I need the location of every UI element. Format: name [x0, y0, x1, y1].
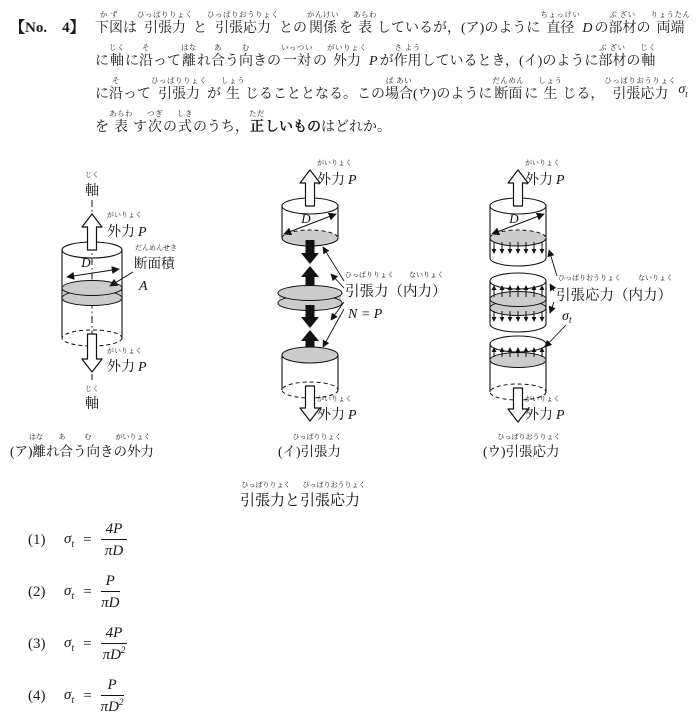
text-segment: ひっぱりりょく 引張力 [137, 10, 193, 36]
option-4 [28, 677, 124, 717]
text-segment: しき 式 [177, 109, 193, 135]
text-segment: じる， [562, 87, 605, 102]
external-force-arrow-up [82, 214, 102, 250]
text-segment: れ [197, 54, 211, 69]
svg-text:(ウ)引張応力: (ウ)引張応力 [483, 444, 560, 459]
text-segment: の [636, 21, 651, 36]
option-3 [28, 625, 127, 665]
diameter-label: D [81, 255, 91, 270]
svg-text:ひっぱりりょく: ひっぱりりょく [292, 433, 342, 441]
fraction-denominator: $\pi D^2$ [100, 697, 124, 716]
text-segment: かんけい 関係 [307, 10, 339, 36]
force-label-top: 外力 P [107, 225, 147, 240]
diameter-arrow [67, 269, 119, 277]
internal-force-furigana: ないりょく [409, 271, 444, 279]
text-segment: そ 沿 [139, 43, 153, 69]
force-furigana-bottom: がいりょく [317, 395, 352, 403]
text-segment: (ウ)のように [413, 87, 493, 102]
text-segment: しょう 生 [538, 76, 563, 102]
svg-text:引張力と引張応力: 引張力と引張応力 [240, 493, 361, 509]
equals-sign: = [83, 532, 92, 549]
label-pointer-arrow [545, 325, 566, 347]
svg-text:ひっぱりおうりょく: ひっぱりおうりょく [302, 481, 366, 489]
text-segment: う [225, 54, 239, 69]
problem-statement [10, 5, 695, 137]
problem-text [95, 5, 695, 137]
option-number: (4) [28, 688, 46, 705]
stress-furigana: ひっぱりおうりょく [558, 274, 621, 282]
axis-furigana: じく [85, 385, 99, 393]
text-segment: じく 軸 [640, 43, 657, 69]
svg-text:む: む [84, 433, 92, 441]
text-segment: ちょっけい 直径 [540, 10, 581, 36]
figure-a-caption [10, 433, 154, 459]
label-pointer-arrow [331, 274, 344, 288]
fraction-numerator: 4P [101, 521, 128, 540]
text-segment: を [95, 120, 109, 135]
text-segment: ぶ ざい 部材 [608, 10, 637, 36]
text-segment: って [123, 87, 151, 102]
equals-sign: = [83, 636, 92, 653]
force-furigana-top: がいりょく [317, 159, 352, 167]
area-furigana: だんめんせき [135, 244, 177, 252]
force-label-top: 外力 P [525, 173, 565, 188]
force-label-top: 外力 P [317, 173, 357, 188]
text-segment: の [163, 120, 177, 135]
svg-text:ひっぱりおうりょく: ひっぱりおうりょく [497, 433, 561, 441]
fraction [101, 677, 124, 717]
area-label: 断面積 [134, 256, 175, 271]
text-segment: はな 離 [181, 43, 197, 69]
svg-text:はな: はな [29, 433, 43, 441]
text-segment: そ 沿 [109, 76, 123, 102]
text-segment: しているとき，(イ)のように [421, 54, 599, 69]
text-segment: あらわ 表 [109, 109, 133, 135]
sigma-t-symbol: $\sigma_t$ [64, 531, 75, 551]
option-number: (2) [28, 584, 46, 601]
equilibrium-equation: N = P [348, 307, 383, 322]
svg-text:がいりょく: がいりょく [115, 433, 151, 441]
text-segment: ぶ ざい 部材 [598, 43, 627, 69]
diameter-label: D [301, 211, 311, 226]
force-label-bottom: 外力 P [525, 408, 565, 423]
problem-text-line [95, 38, 695, 71]
text-segment: しいもの [265, 120, 321, 135]
text-segment: あ 合 [211, 43, 225, 69]
fraction [101, 573, 120, 613]
option-number: (1) [28, 532, 46, 549]
text-segment: しているが，(ア)のように [377, 21, 541, 36]
figure-c-tensile-stress [483, 159, 673, 459]
text-segment: ただ 正 [249, 109, 265, 135]
text-segment: じることとなる。この [245, 87, 385, 102]
svg-text:(ア)離れ合う向きの外力: (ア)離れ合う向きの外力 [10, 444, 154, 459]
option-number: (3) [28, 636, 46, 653]
sigma-t-symbol: $\sigma_t$ [64, 687, 75, 707]
text-segment: に [95, 54, 109, 69]
text-segment: がいりょく 外力 [327, 43, 367, 69]
figure-main-caption [240, 481, 366, 509]
figure-c-caption [483, 433, 561, 459]
text-segment: の [594, 21, 609, 36]
text-segment: と [193, 21, 207, 36]
option-2 [28, 573, 120, 613]
text-segment: との [279, 21, 307, 36]
text-segment: す [133, 120, 147, 135]
figure-a-external-forces [10, 171, 177, 459]
internal-force-furigana: ひっぱりりょく [345, 271, 394, 279]
label-pointer-arrow [323, 309, 344, 347]
label-pointer-arrow [549, 250, 557, 276]
area-symbol: A [139, 279, 148, 294]
equals-sign: = [83, 688, 92, 705]
text-segment: しょう 生 [221, 76, 245, 102]
text-segment: に [95, 87, 109, 102]
figures-illustration [0, 150, 700, 520]
equals-sign: = [83, 584, 92, 601]
text-segment: ば あい 場合 [385, 76, 413, 102]
fraction [101, 521, 128, 561]
text-segment: が [207, 87, 221, 102]
option-1 [28, 521, 127, 561]
text-segment: に [125, 54, 139, 69]
text-segment: じく 軸 [109, 43, 125, 69]
text-segment: だんめん 断面 [492, 76, 525, 102]
text-segment: はどれか。 [321, 120, 391, 135]
text-segment: ひっぱりおうりょく 引張応力 [604, 76, 677, 102]
svg-text:あ: あ [58, 433, 66, 441]
fraction-numerator: 4P [101, 625, 128, 644]
stress-label: 引張応力（内力） [556, 288, 672, 304]
label-pointer-arrow [323, 247, 344, 281]
question-number: 【No. 4】 [10, 20, 85, 36]
sigma-t-symbol: $\sigma_t$ [64, 635, 75, 655]
diameter-label: D [509, 211, 519, 226]
sigma-t-symbol: $\sigma_t$ [64, 583, 75, 603]
text-segment: を [339, 21, 353, 36]
text-segment: きの [253, 54, 281, 69]
label-pointer-arrow [550, 302, 554, 313]
text-segment: りょうたん 両端 [650, 10, 691, 36]
text-segment: さ よう 作用 [393, 43, 422, 69]
force-furigana-bottom: がいりょく [107, 347, 142, 355]
label-pointer-arrow [550, 284, 554, 291]
text-segment: ひっぱりおうりょく 引張応力 [207, 10, 279, 36]
stress-furigana: ないりょく [638, 274, 673, 282]
text-segment: いっつい 一対 [281, 43, 313, 69]
text-segment: P [369, 54, 378, 69]
internal-force-label: 引張力（内力） [345, 284, 447, 300]
fraction-denominator: πD [101, 595, 120, 612]
axis-label-bottom: 軸 [85, 397, 99, 412]
fraction-denominator: $\pi D^2$ [102, 645, 126, 664]
svg-text:(イ)引張力: (イ)引張力 [278, 444, 341, 459]
svg-text:ひっぱりりょく: ひっぱりりょく [241, 481, 291, 489]
text-segment: が [379, 54, 394, 69]
external-force-arrow-down [82, 334, 102, 372]
force-furigana-bottom: がいりょく [525, 395, 560, 403]
axis-label-top: 軸 [85, 184, 99, 199]
stress-symbol: $\sigma_t$ [562, 309, 572, 326]
text-segment: つぎ 次 [147, 109, 163, 135]
force-furigana-top: がいりょく [107, 211, 142, 219]
figure-b-caption [278, 433, 342, 459]
text-segment: D [582, 21, 593, 36]
text-segment: って [153, 54, 181, 69]
text-segment: む 向 [239, 43, 253, 69]
fraction [101, 625, 128, 665]
text-segment: の [313, 54, 327, 69]
text-segment: の [626, 54, 641, 69]
problem-text-line [95, 5, 695, 38]
text-segment: $\sigma_t$ [678, 82, 688, 99]
problem-text-line [95, 71, 695, 104]
force-furigana-top: がいりょく [525, 159, 560, 167]
problem-text-line [95, 104, 695, 137]
force-label-bottom: 外力 P [107, 360, 147, 375]
axis-furigana: じく [85, 171, 99, 179]
text-segment: か ず 下図 [95, 10, 123, 36]
text-segment: は [123, 21, 137, 36]
text-segment: に [524, 87, 539, 102]
figure-b-tensile-force [278, 159, 447, 459]
fraction-numerator: P [101, 573, 120, 592]
cut-face-shaded [282, 347, 338, 363]
text-segment: ひっぱりりょく 引張力 [151, 76, 207, 102]
text-segment: あらわ 表 [353, 10, 377, 36]
force-label-bottom: 外力 P [317, 408, 357, 423]
fraction-numerator: P [101, 677, 124, 696]
fraction-denominator: πD [104, 543, 124, 560]
text-segment: のうち， [193, 120, 249, 135]
